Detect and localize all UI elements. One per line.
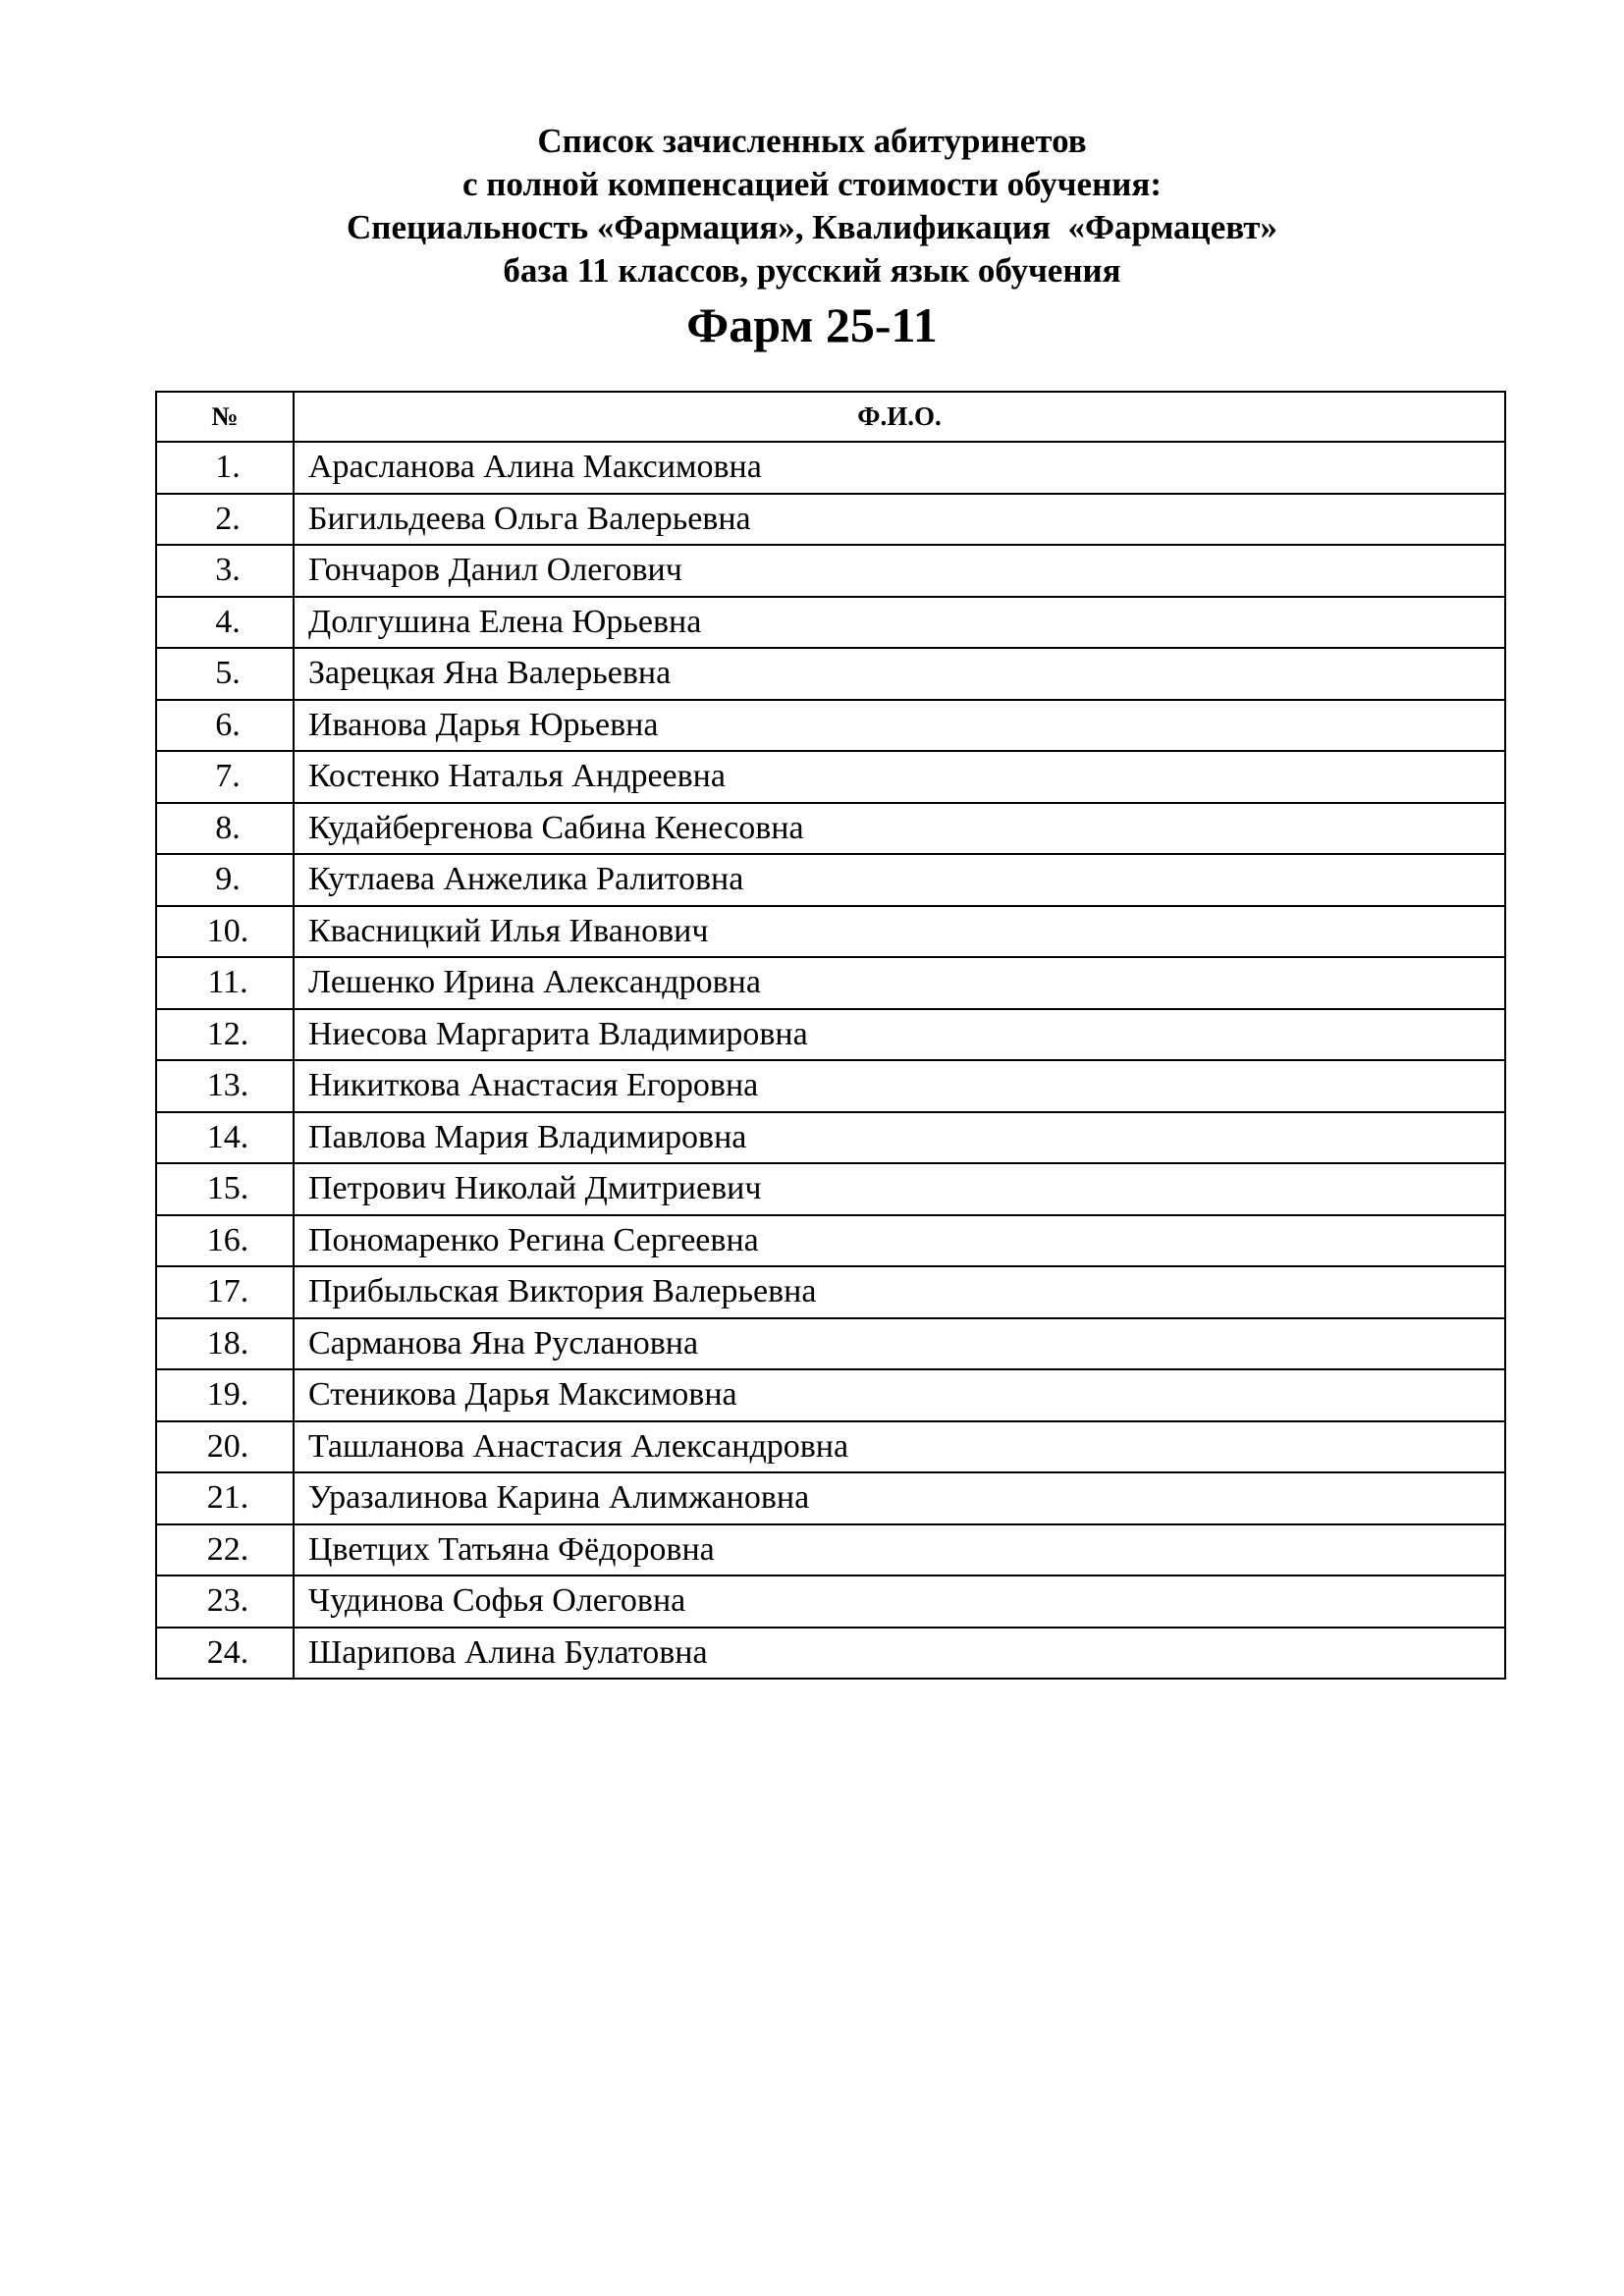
- student-full-name: Уразалинова Карина Алимжановна: [294, 1472, 1505, 1524]
- row-number: 4.: [156, 597, 294, 649]
- row-number: 9.: [156, 854, 294, 906]
- student-full-name: Квасницкий Илья Иванович: [294, 906, 1505, 958]
- table-row: [156, 957, 1505, 1009]
- student-full-name: Кудайбергенова Сабина Кенесовна: [294, 803, 1505, 855]
- table-row: [156, 1215, 1505, 1267]
- table-row: [156, 1524, 1505, 1576]
- student-full-name: Костенко Наталья Андреевна: [294, 751, 1505, 803]
- table-row: [156, 1369, 1505, 1421]
- table-row: [156, 854, 1505, 906]
- student-full-name: Лешенко Ирина Александровна: [294, 957, 1505, 1009]
- student-full-name: Пономаренко Регина Сергеевна: [294, 1215, 1505, 1267]
- table-row: [156, 442, 1505, 494]
- student-full-name: Сарманова Яна Руслановна: [294, 1318, 1505, 1370]
- student-full-name: Иванова Дарья Юрьевна: [294, 700, 1505, 752]
- table-row: [156, 700, 1505, 752]
- student-full-name: Кутлаева Анжелика Ралитовна: [294, 854, 1505, 906]
- document-header: [0, 120, 1624, 355]
- table-row: [156, 1009, 1505, 1061]
- row-number: 11.: [156, 957, 294, 1009]
- table-body: [156, 442, 1505, 1679]
- row-number: 14.: [156, 1112, 294, 1164]
- table-row: [156, 494, 1505, 546]
- row-number: 15.: [156, 1163, 294, 1215]
- table-row: [156, 597, 1505, 649]
- row-number: 23.: [156, 1575, 294, 1628]
- student-full-name: Шарипова Алина Булатовна: [294, 1628, 1505, 1680]
- row-number: 13.: [156, 1060, 294, 1112]
- enrolled-students-table: [155, 391, 1506, 1680]
- column-header-full-name: Ф.И.О.: [294, 392, 1505, 442]
- row-number: 16.: [156, 1215, 294, 1267]
- row-number: 1.: [156, 442, 294, 494]
- table-header-row: [156, 392, 1505, 442]
- row-number: 22.: [156, 1524, 294, 1576]
- student-full-name: Прибыльская Виктория Валерьевна: [294, 1266, 1505, 1318]
- table-row: [156, 648, 1505, 700]
- student-full-name: Стеникова Дарья Максимовна: [294, 1369, 1505, 1421]
- title-line-1: Список зачисленных абитуринетов: [537, 122, 1087, 160]
- student-full-name: Бигильдеева Ольга Валерьевна: [294, 494, 1505, 546]
- student-full-name: Ниесова Маргарита Владимировна: [294, 1009, 1505, 1061]
- table-row: [156, 1472, 1505, 1524]
- student-full-name: Ташланова Анастасия Александровна: [294, 1421, 1505, 1473]
- table-row: [156, 1318, 1505, 1370]
- table-row: [156, 751, 1505, 803]
- row-number: 24.: [156, 1628, 294, 1680]
- student-full-name: Зарецкая Яна Валерьевна: [294, 648, 1505, 700]
- row-number: 18.: [156, 1318, 294, 1370]
- student-full-name: Гончаров Данил Олегович: [294, 545, 1505, 597]
- table-row: [156, 803, 1505, 855]
- student-full-name: Чудинова Софья Олеговна: [294, 1575, 1505, 1628]
- table-row: [156, 1060, 1505, 1112]
- row-number: 6.: [156, 700, 294, 752]
- row-number: 17.: [156, 1266, 294, 1318]
- column-header-number: №: [156, 392, 294, 442]
- group-code: Фарм 25-11: [686, 297, 938, 352]
- row-number: 21.: [156, 1472, 294, 1524]
- title-line-4: база 11 классов, русский язык обучения: [503, 251, 1121, 290]
- student-full-name: Арасланова Алина Максимовна: [294, 442, 1505, 494]
- row-number: 2.: [156, 494, 294, 546]
- row-number: 10.: [156, 906, 294, 958]
- table-row: [156, 1266, 1505, 1318]
- row-number: 7.: [156, 751, 294, 803]
- student-full-name: Никиткова Анастасия Егоровна: [294, 1060, 1505, 1112]
- table-row: [156, 1575, 1505, 1628]
- table-row: [156, 545, 1505, 597]
- row-number: 5.: [156, 648, 294, 700]
- table-row: [156, 1628, 1505, 1680]
- row-number: 8.: [156, 803, 294, 855]
- table-row: [156, 1112, 1505, 1164]
- row-number: 12.: [156, 1009, 294, 1061]
- row-number: 3.: [156, 545, 294, 597]
- title-line-3: Специальность «Фармация», Квалификация «Фармацевт»: [347, 208, 1277, 246]
- table-row: [156, 1163, 1505, 1215]
- student-full-name: Цветцих Татьяна Фёдоровна: [294, 1524, 1505, 1576]
- title-line-2: с полной компенсацией стоимости обучения:: [461, 165, 1162, 203]
- row-number: 20.: [156, 1421, 294, 1473]
- student-full-name: Петрович Николай Дмитриевич: [294, 1163, 1505, 1215]
- row-number: 19.: [156, 1369, 294, 1421]
- student-full-name: Долгушина Елена Юрьевна: [294, 597, 1505, 649]
- student-full-name: Павлова Мария Владимировна: [294, 1112, 1505, 1164]
- table-row: [156, 906, 1505, 958]
- table-row: [156, 1421, 1505, 1473]
